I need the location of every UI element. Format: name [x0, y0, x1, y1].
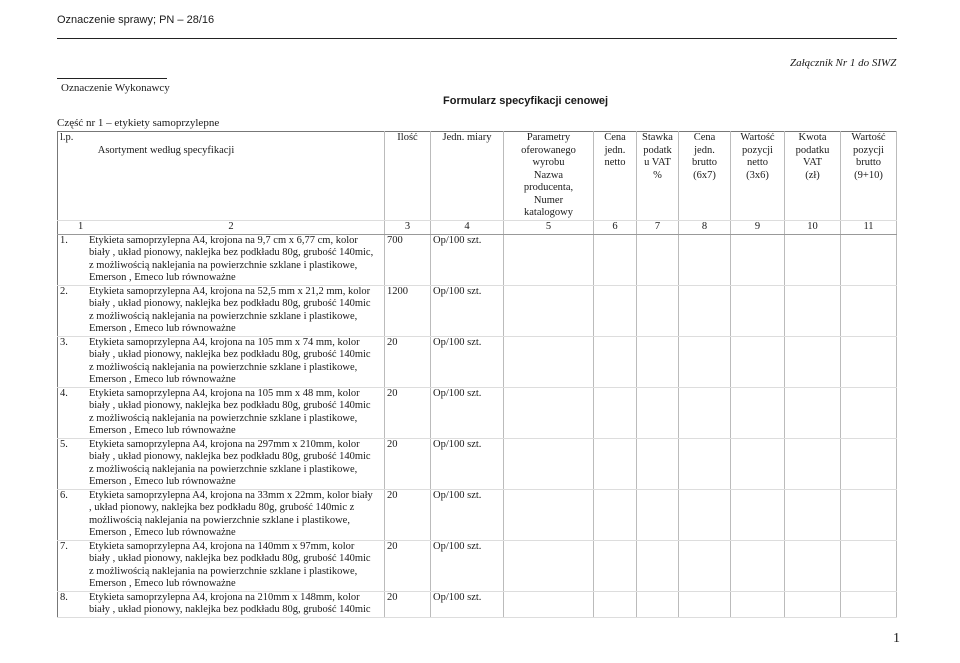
table-header-row [58, 132, 897, 221]
item-description-line: 4. Etykieta samoprzylepna A4, krojona na 105 mm x 48 mm, kolor [60, 387, 360, 399]
item-params[interactable] [504, 489, 594, 540]
item-vat-rate[interactable] [637, 234, 679, 285]
item-net-value[interactable] [731, 540, 785, 591]
item-vat-amount[interactable] [785, 285, 841, 336]
col-net-value-header: Wartość pozycji netto (3x6) [731, 132, 785, 221]
item-gross-value[interactable] [841, 336, 897, 387]
col-gross-price-header: Cena jedn. brutto (6x7) [679, 132, 731, 221]
item-gross-price[interactable] [679, 591, 731, 617]
item-params[interactable] [504, 285, 594, 336]
item-gross-value[interactable] [841, 591, 897, 617]
col-number-cell: 3 [385, 220, 431, 234]
item-unit-price[interactable] [594, 387, 637, 438]
item-unit-price[interactable] [594, 591, 637, 617]
item-description-line: Emerson , Emeco lub równoważne [89, 476, 236, 487]
item-unit-price[interactable] [594, 489, 637, 540]
item-vat-rate[interactable] [637, 285, 679, 336]
item-net-value[interactable] [731, 438, 785, 489]
item-params[interactable] [504, 387, 594, 438]
item-vat-rate[interactable] [637, 438, 679, 489]
item-description-line: Emerson , Emeco lub równoważne [89, 374, 236, 385]
col-vat-rate-header: Stawka podatk u VAT % [637, 132, 679, 221]
item-unit-price[interactable] [594, 285, 637, 336]
table-row [58, 489, 897, 540]
item-description-line: Emerson , Emeco lub równoważne [89, 578, 236, 589]
item-vat-amount[interactable] [785, 336, 841, 387]
item-gross-value[interactable] [841, 387, 897, 438]
item-net-value[interactable] [731, 234, 785, 285]
item-unit-price[interactable] [594, 234, 637, 285]
col-qty-header: Ilość [385, 132, 431, 221]
item-vat-amount[interactable] [785, 234, 841, 285]
item-quantity: 20 [385, 591, 431, 617]
item-lp: 3. [60, 336, 68, 348]
item-vat-rate[interactable] [637, 540, 679, 591]
item-quantity: 20 [385, 387, 431, 438]
item-unit: Op/100 szt. [431, 234, 504, 285]
item-lp: 4. [60, 387, 68, 399]
item-params[interactable] [504, 540, 594, 591]
item-gross-value[interactable] [841, 285, 897, 336]
item-description-line: 8. Etykieta samoprzylepna A4, krojona na 210mm x 148mm, kolor [60, 591, 360, 603]
contractor-label: Oznaczenie Wykonawcy [61, 82, 170, 94]
item-params[interactable] [504, 336, 594, 387]
item-description-line: 3. Etykieta samoprzylepna A4, krojona na 105 mm x 74 mm, kolor [60, 336, 360, 348]
item-gross-price[interactable] [679, 540, 731, 591]
item-description-cell [58, 387, 385, 438]
item-unit: Op/100 szt. [431, 285, 504, 336]
table-row [58, 591, 897, 617]
item-description-line: 1. Etykieta samoprzylepna A4, krojona na 9,7 cm x 6,77 cm, kolor [60, 234, 358, 246]
item-lp: 5. [60, 438, 68, 450]
item-gross-value[interactable] [841, 489, 897, 540]
item-description-cell [58, 540, 385, 591]
item-gross-value[interactable] [841, 540, 897, 591]
item-quantity: 20 [385, 489, 431, 540]
item-description-line: Emerson , Emeco lub równoważne [89, 527, 236, 538]
item-gross-price[interactable] [679, 234, 731, 285]
item-description-line: Emerson , Emeco lub równoważne [89, 425, 236, 436]
col-number-cell: 4 [431, 220, 504, 234]
col-lp-header: l.p. [60, 132, 74, 143]
item-unit: Op/100 szt. [431, 387, 504, 438]
item-description-line: , układ pionowy, naklejka bez podkładu 80g, grubość 140mic z [89, 502, 355, 513]
table-row [58, 387, 897, 438]
item-gross-value[interactable] [841, 234, 897, 285]
item-params[interactable] [504, 591, 594, 617]
item-unit-price[interactable] [594, 540, 637, 591]
item-quantity: 20 [385, 540, 431, 591]
item-vat-amount[interactable] [785, 540, 841, 591]
item-net-value[interactable] [731, 285, 785, 336]
col-number-cell: 5 [504, 220, 594, 234]
table-row [58, 336, 897, 387]
item-unit-price[interactable] [594, 438, 637, 489]
item-unit-price[interactable] [594, 336, 637, 387]
item-description-line: biały , układ pionowy, naklejka bez podkładu 80g, grubość 140mic [89, 451, 371, 462]
col-number-cell: 6 [594, 220, 637, 234]
item-unit: Op/100 szt. [431, 591, 504, 617]
col-assortment-header: Asortyment według specyfikacji [97, 144, 235, 156]
item-description-cell [58, 285, 385, 336]
item-description-line: możliwością naklejania na powierzchnie szklane i plastikowe, [89, 514, 350, 526]
item-vat-rate[interactable] [637, 489, 679, 540]
item-net-value[interactable] [731, 489, 785, 540]
item-description-cell [58, 591, 385, 617]
item-unit: Op/100 szt. [431, 438, 504, 489]
item-lp: 6. [60, 489, 68, 501]
case-number: Oznaczenie sprawy; PN – 28/16 [57, 14, 215, 26]
item-description-line: z możliwością naklejania na powierzchnie szklane i plastikowe, [89, 412, 358, 424]
item-gross-price[interactable] [679, 438, 731, 489]
item-lp: 7. [60, 540, 68, 552]
item-description-cell [58, 489, 385, 540]
col-number-cell: 1 2 [58, 220, 385, 234]
item-description-line: Emerson , Emeco lub równoważne [89, 272, 236, 283]
item-description-cell [58, 438, 385, 489]
price-specification-table [57, 131, 897, 618]
col-gross-value-header: Wartość pozycji brutto (9+10) [841, 132, 897, 221]
item-gross-price[interactable] [679, 489, 731, 540]
item-description-line: 7. Etykieta samoprzylepna A4, krojona na 140mm x 97mm, kolor [60, 540, 355, 552]
item-description-line: z możliwością naklejania na powierzchnie szklane i plastikowe, [89, 361, 358, 373]
col-vat-amount-header: Kwota podatku VAT (zł) [785, 132, 841, 221]
item-lp: 8. [60, 591, 68, 603]
item-net-value[interactable] [731, 387, 785, 438]
item-unit: Op/100 szt. [431, 489, 504, 540]
item-vat-amount[interactable] [785, 489, 841, 540]
part-label: Część nr 1 – etykiety samoprzylepne [57, 117, 220, 129]
col-number-cell: 9 [731, 220, 785, 234]
item-description-line: biały , układ pionowy, naklejka bez podkładu 80g, grubość 140mic [89, 400, 371, 411]
item-lp: 1. [60, 234, 68, 246]
table-body [58, 234, 897, 617]
col-number-cell: 11 [841, 220, 897, 234]
header-divider [57, 38, 897, 39]
item-description-line: z możliwością naklejania na powierzchnie szklane i plastikowe, [89, 565, 358, 577]
item-quantity: 20 [385, 438, 431, 489]
item-gross-price[interactable] [679, 387, 731, 438]
col-unit-header: Jedn. miary [431, 132, 504, 221]
item-description-cell [58, 234, 385, 285]
item-description-line: biały , układ pionowy, naklejka bez podkładu 80g, grubość 140mic [89, 298, 371, 309]
item-unit: Op/100 szt. [431, 336, 504, 387]
item-description-line: 5. Etykieta samoprzylepna A4, krojona na 297mm x 210mm, kolor [60, 438, 360, 450]
item-quantity: 20 [385, 336, 431, 387]
item-description-line: z możliwością naklejania na powierzchnie szklane i plastikowe, [89, 463, 358, 475]
item-description-line: 2. Etykieta samoprzylepna A4, krojona na 52,5 mm x 21,2 mm, kolor [60, 285, 371, 297]
item-description-line: 6. Etykieta samoprzylepna A4, krojona na 33mm x 22mm, kolor biały [60, 489, 373, 501]
item-description-line: biały , układ pionowy, naklejka bez podkładu 80g, grubość 140mic [89, 553, 371, 564]
col-lp-assortment [58, 132, 385, 221]
item-description-cell [58, 336, 385, 387]
item-vat-rate[interactable] [637, 591, 679, 617]
item-description-line: biały , układ pionowy, naklejka bez podkładu 80g, grubość 140mic, [89, 247, 374, 258]
item-vat-rate[interactable] [637, 387, 679, 438]
item-net-value[interactable] [731, 591, 785, 617]
item-quantity: 700 [385, 234, 431, 285]
table-row [58, 540, 897, 591]
item-description-line: biały , układ pionowy, naklejka bez podkładu 80g, grubość 140mic [89, 604, 371, 615]
item-quantity: 1200 [385, 285, 431, 336]
item-description-line: Emerson , Emeco lub równoważne [89, 323, 236, 334]
item-lp: 2. [60, 285, 68, 297]
item-gross-price[interactable] [679, 285, 731, 336]
contractor-signature-line [57, 78, 167, 79]
item-gross-price[interactable] [679, 336, 731, 387]
item-params[interactable] [504, 234, 594, 285]
item-description-line: z możliwością naklejania na powierzchnie szklane i plastikowe, [89, 310, 358, 322]
table-row [58, 285, 897, 336]
item-params[interactable] [504, 438, 594, 489]
item-vat-amount[interactable] [785, 387, 841, 438]
item-vat-amount[interactable] [785, 591, 841, 617]
table-row [58, 234, 897, 285]
col-unit-price-header: Cena jedn. netto [594, 132, 637, 221]
item-net-value[interactable] [731, 336, 785, 387]
item-vat-rate[interactable] [637, 336, 679, 387]
col-number-cell: 8 [679, 220, 731, 234]
page-number: 1 [893, 631, 900, 646]
col-number-cell: 10 [785, 220, 841, 234]
column-number-row [58, 220, 897, 234]
item-description-line: z możliwością naklejania na powierzchnie szklane i plastikowe, [89, 259, 358, 271]
table-row [58, 438, 897, 489]
col-params-header: Parametry oferowanego wyrobu Nazwa producenta, Numer katalogowy [504, 132, 594, 221]
item-vat-amount[interactable] [785, 438, 841, 489]
item-gross-value[interactable] [841, 438, 897, 489]
item-description-line: biały , układ pionowy, naklejka bez podkładu 80g, grubość 140mic [89, 349, 371, 360]
annex-label: Załącznik Nr 1 do SIWZ [790, 57, 897, 69]
form-title: Formularz specyfikacji cenowej [443, 95, 609, 107]
col-number-cell: 7 [637, 220, 679, 234]
item-unit: Op/100 szt. [431, 540, 504, 591]
